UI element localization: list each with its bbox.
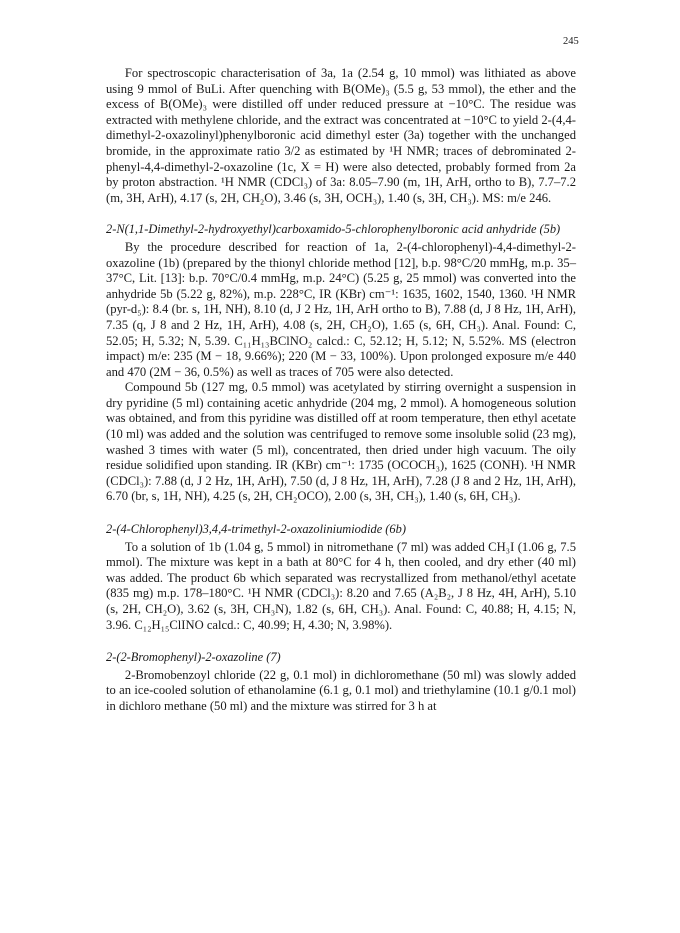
- section-heading-5b: 2-N(1,1-Dimethyl-2-hydroxyethyl)carboxamido-5-chlorophenylboronic acid anhydride (5b): [106, 222, 561, 237]
- paragraph-characterisation-3a: For spectroscopic characterisation of 3a, 1a (2.54 g, 10 mmol) was lithiated as above using 9 mmol of BuLi. After quenching with B(OMe)₃ (5.5 g, 53 mmol), the ether and the excess of B(OMe)₃ were distilled off under reduced pressure at −10°C. The residue was extracted with methylene chloride, and the extract was concentrated at −10°C to yield 2-(4,4-dimethyl-2-oxazolinyl)phenylboronic acid dimethyl ester (3a) together with the unchanged bromide, in the approximate ratio 3/2 as estimated by ¹H NMR; traces of debrominated 2-phenyl-4,4-dimethyl-2-oxazoline (1c, X = H) were also detected, probably formed from 2a by proton abstraction. ¹H NMR (CDCl₃) of 3a: 8.05–7.90 (m, 1H, ArH, ortho to B), 7.7–7.2 (m, 3H, ArH), 4.17 (s, 2H, CH₂O), 3.46 (s, 3H, OCH₃), 1.40 (s, 3H, CH₃). MS: m/e 246.: [106, 66, 576, 205]
- paragraph-acetylation-5b: Compound 5b (127 mg, 0.5 mmol) was acetylated by stirring overnight a suspension in dry pyridine (5 ml) containing acetic anhydride (204 mg, 2 mmol). A homogeneous solution was obtained, and from this pyridine was distilled off at room temperature, then ethyl acetate (10 ml) was added and the solution was centrifuged to remove some insoluble solid (23 mg), washed 3 times with water (5 ml), concentrated, then dried under high vacuum. The oily residue solidified upon standing. IR (KBr) cm⁻¹: 1735 (OCOCH₃), 1625 (CONH). ¹H NMR (CDCl₃): 7.88 (d, J 2 Hz, 1H, ArH), 7.50 (d, J 8 Hz, 1H, ArH), 7.28 (J 8 and 2 Hz, 1H, ArH), 6.70 (br, s, 1H, NH), 4.25 (s, 2H, CH₂OCO), 2.00 (s, 3H, CH₃), 1.40 (s, 6H, CH₃).: [106, 380, 576, 504]
- section-heading-6b: 2-(4-Chlorophenyl)3,4,4-trimethyl-2-oxazoliniumiodide (6b): [106, 522, 406, 537]
- paragraph-procedure-5b: By the procedure described for reaction of 1a, 2-(4-chlorophenyl)-4,4-dimethyl-2-oxazoline (1b) (prepared by the thionyl chloride method [12], b.p. 98°C/20 mmHg, m.p. 35–37°C, Lit. [13]: b.p. 70°C/0.4 mmHg, m.p. 24°C) (5.25 g, 25 mmol) was converted into the anhydride 5b (5.22 g, 82%), m.p. 228°C, IR (KBr) cm⁻¹: 1635, 1602, 1540, 1360. ¹H NMR (pyr-d₅): 8.4 (br. s, 1H, NH), 8.10 (d, J 2 Hz, 1H, ArH ortho to B), 7.88 (d, J 8 Hz, 1H, ArH), 7.35 (q, J 8 and 2 Hz, 1H, ArH), 4.08 (s, 2H, CH₂O), 1.65 (s, 6H, CH₃). Anal. Found: C, 52.05; H, 5.32; N, 5.39. C₁₁H₁₃BClNO₂ calcd.: C, 52.12; H, 5.12; N, 5.52%. MS (electron impact) m/e: 235 (M − 18, 9.66%); 220 (M − 33, 100%). Upon prolonged exposure m/e 440 and 470 (2M − 36, 0.5%) as well as traces of 705 were also detected.: [106, 239, 576, 379]
- article-body: [106, 66, 576, 715]
- page-number: 245: [563, 36, 579, 47]
- paragraph-procedure-7: 2-Bromobenzoyl chloride (22 g, 0.1 mol) in dichloromethane (50 ml) was slowly added to an ice-cooled solution of ethanolamine (6.1 g, 0.1 mol) and triethylamine (10.1 g/0.1 mol) in dichloro methane (50 ml) and the mixture was stirred for 3 h at: [106, 667, 576, 713]
- section-heading-7: 2-(2-Bromophenyl)-2-oxazoline (7): [106, 650, 281, 665]
- paragraph-procedure-6b: To a solution of 1b (1.04 g, 5 mmol) in nitromethane (7 ml) was added CH₃I (1.06 g, 7.5 mmol). The mixture was kept in a bath at 80°C for 4 h, then cooled, and dry ether (40 ml) was added. The product 6b which separated was recrystallized from methanol/ethyl acetate (835 mg) m.p. 178–180°C. ¹H NMR (CDCl₃): 8.20 and 7.65 (A₂B₂, J 8 Hz, 4H, ArH), 5.10 (s, 2H, CH₂O), 3.62 (s, 3H, CH₃N), 1.82 (s, 6H, CH₃). Anal. Found: C, 40.88; H, 4.15; N, 3.96. C₁₂H₁₅ClINO calcd.: C, 40.99; H, 4.30; N, 3.98%).: [106, 539, 576, 632]
